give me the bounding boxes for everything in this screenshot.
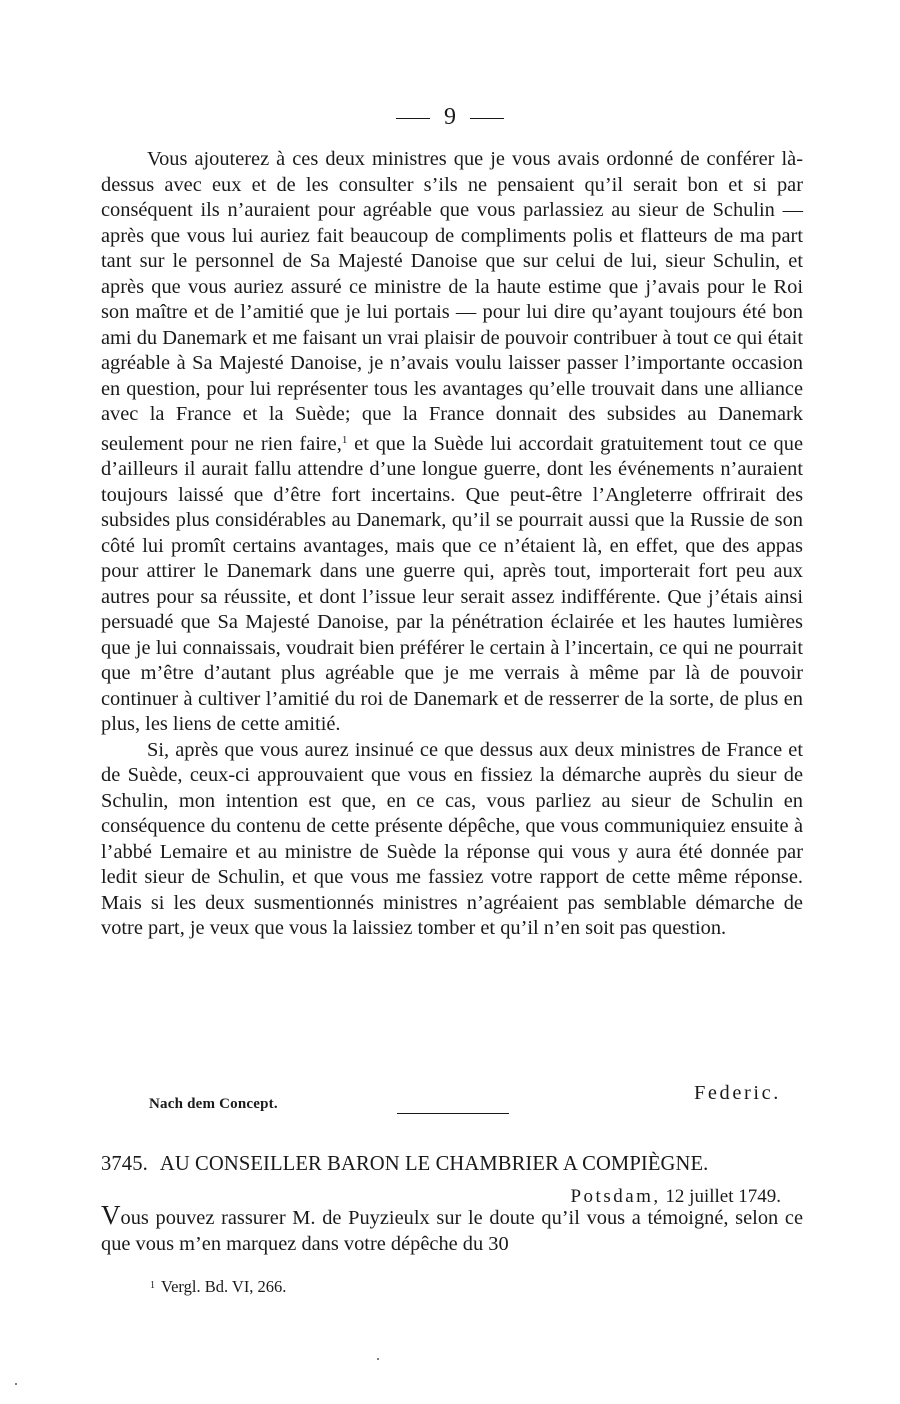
paragraph-2: Si, après que vous aurez insinué ce que dessus aux deux ministres de France et de Suède, ceux-ci approuvaient que vous en fissiez la démarche auprès du sieur de Schulin, mon intention est que, en ce cas, vous parliez au sieur de Schulin en conséquence du contenu de cette présente dépêche, que vous communiquiez ensuite à l’abbé Lemaire et au ministre de Suède la réponse qui vous y aura été donnée par ledit sieur de Schulin, et que vous me fassiez votre rapport de cette même réponse. Mais si les deux susmentionnés ministres n’agréaient pas semblable démarche de votre part, je veux que vous la laissiez tomber et qu’il n’en soit pas question. xyxy=(101,738,803,939)
letter-body xyxy=(101,1200,803,1257)
page-number-dash-right xyxy=(470,118,504,119)
signature-row xyxy=(101,1080,803,1120)
source-note: Nach dem Concept. xyxy=(149,1096,278,1112)
footnote xyxy=(150,1275,286,1298)
footnote-text: Vergl. Bd. VI, 266. xyxy=(161,1277,287,1296)
paragraph-1 xyxy=(101,147,803,738)
footnote-reference: 1 xyxy=(341,433,348,446)
print-speck xyxy=(15,1383,17,1385)
paragraph-1-text: Vous ajouterez à ces deux ministres que je vous avais ordonné de conférer là-dessus avec eux et de les consulter s’ils ne pensaient qu’il serait bon et si par conséquent ils n’auraient pour agréable que vous parlassiez au sieur de Schulin — après que vous lui auriez fait beaucoup de compliments polis et flatteurs de ma part tant sur le personnel de Sa Majesté Danoise que sur celui de lui, sieur Schulin, et après que vous auriez assuré ce ministre de la haute estime que j’avais pour le Roi son maître et de l’amitié que je lui portais — pour lui dire qu’ayant toujours été bon ami du Danemark et me faisant un vrai plaisir de pouvoir contribuer à tout ce qui était agréable à Sa Majesté Danoise, je n’avais voulu laisser passer l’importante occasion en question, pour lui représenter tous les avantages qu’elle trouvait dans une alliance avec la France et la Suède; que la France donnait des subsides au Danemark seulement pour ne rien faire, xyxy=(101,148,803,455)
letter-text: ous pouvez rassurer M. de Puyzieulx sur le doute qu’il vous a témoigné, selon ce que vous m’en marquez dans votre dépêche du 30 xyxy=(101,1207,803,1255)
page-number-value: 9 xyxy=(444,104,456,130)
letter-title: AU CONSEILLER BARON LE CHAMBRIER A COMPIÈGNE. xyxy=(159,1153,709,1175)
page-number-dash-left xyxy=(396,118,430,119)
footnote-marker: 1 xyxy=(150,1280,155,1291)
initial-letter: V xyxy=(101,1200,121,1230)
dateline-date: 12 juillet 1749. xyxy=(665,1186,781,1207)
dateline-place: Potsdam, xyxy=(570,1186,661,1207)
section-divider xyxy=(397,1113,509,1114)
letter-paragraph xyxy=(101,1200,803,1257)
signature: Federic. xyxy=(693,1082,781,1104)
print-speck xyxy=(377,1358,379,1360)
paragraph-1-continuation: et que la Suède lui accordait gratuitement tout ce que d’ailleurs il aurait fallu attendre d’une longue guerre, dont les événements n’auraient toujours laissé que d’être fort incertains. Que peut-être l’Angleterre offrirait des subsides plus considérables au Danemark, qu’il se pourrait aussi que la Russie de son côté lui promît certains avantages, mais que ce n’étaient là, en effet, que des appas pour attirer le Danemark dans une guerre qui, après tout, importerait fort peu aux autres pour sa réussite, et dont l’issue leur serait assez indifférente. Que j’étais ainsi persuadé que Sa Majesté Danoise, par la pénétration éclairée et les hautes lumières que je lui connaissais, voudrait bien préférer le certain à l’incertain, ce qui ne pourrait que m’être d’autant plus agréable que je me verrais à même par là de pouvoir continuer à cultiver l’amitié du roi de Danemark et de resserrer de la sorte, de plus en plus, les liens de cette amitié. xyxy=(101,432,803,735)
main-text xyxy=(101,147,803,942)
page-number xyxy=(0,103,900,131)
letter-number: 3745. xyxy=(101,1153,148,1175)
letter-heading xyxy=(101,1150,811,1178)
